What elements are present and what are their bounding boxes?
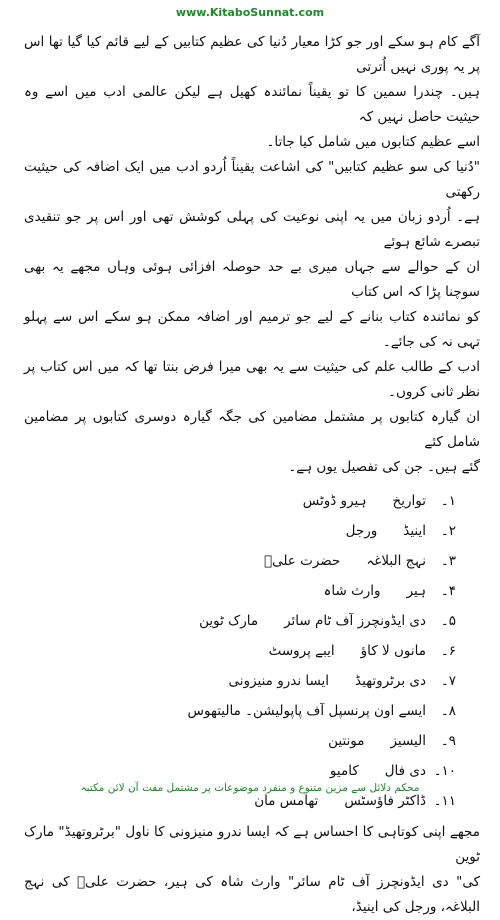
list-item bbox=[24, 666, 480, 696]
book-author: مارک ٹوین bbox=[199, 613, 259, 629]
list-item bbox=[24, 696, 480, 726]
text-line: ہیں۔ چندرا سمین کا تو یقیناً نمائندہ کھیل ہے لیکن عالمی ادب میں اسے وہ حیثیت حاصل نہیں کہ bbox=[24, 84, 480, 125]
text-line: آگے کام ہو سکے اور جو کڑا معیار دُنیا کی عظیم کتابیں کے لیے قائم کیا گیا تھا اس پر یہ پوری نہیں اُترتی bbox=[24, 34, 480, 75]
book-title: ایسے اون پرنسپل آف پاپولیشن۔ مالیتھوس bbox=[187, 703, 426, 719]
list-item bbox=[24, 546, 480, 576]
item-number: ۶۔ bbox=[440, 643, 456, 659]
list-item bbox=[24, 486, 480, 516]
list-item bbox=[24, 726, 480, 756]
book-author: وارث شاہ bbox=[323, 583, 381, 599]
item-number: ۵۔ bbox=[440, 613, 456, 629]
book-title: دی فال bbox=[384, 763, 426, 779]
text-line: کو نمائندہ کتاب بنانے کے لیے جو ترمیم اور اضافہ ممکن ہو سکے اس سے پہلو تہی نہ کی جائے۔ bbox=[24, 309, 480, 350]
book-title: الیسیز bbox=[390, 733, 426, 749]
book-title: دی ایڈونچرز آف ٹام سائر bbox=[284, 613, 426, 629]
book-author: حضرت علیؓ bbox=[263, 553, 341, 569]
text-line: گئے ہیں۔ جن کی تفصیل یوں ہے۔ bbox=[288, 459, 480, 475]
item-number: ۷۔ bbox=[440, 673, 456, 689]
book-title: ہیر bbox=[406, 583, 426, 599]
book-title: اینیڈ bbox=[403, 523, 426, 539]
text-line: ان گیارہ کتابوں پر مشتمل مضامین کی جگہ گیارہ دوسری کتابوں پر مضامین شامل کئے bbox=[24, 409, 480, 450]
book-list bbox=[24, 486, 480, 816]
item-number: ۲۔ bbox=[440, 523, 456, 539]
list-item bbox=[24, 576, 480, 606]
item-number: ۱۱۔ bbox=[433, 793, 456, 809]
book-author: تھامس مان bbox=[254, 793, 319, 809]
book-title: دی برٹروتھیڈ bbox=[355, 673, 426, 689]
item-number: ۱۰۔ bbox=[433, 763, 456, 779]
intro-text bbox=[24, 30, 480, 480]
text-line: کی" دی ایڈونچرز آف ٹام سائر" وارث شاہ کی ہیر، حضرت علیؓ کی نہج البلاغہ، ورجل کی اینیڈ، bbox=[24, 874, 480, 915]
site-url-header: www.KitaboSunnat.com bbox=[175, 6, 325, 19]
item-number: ۹۔ bbox=[440, 733, 456, 749]
closing-text bbox=[24, 820, 480, 920]
book-title: تواریخ bbox=[392, 493, 426, 509]
text-line: ادب کے طالب علم کی حیثیت سے یہ بھی میرا فرض بنتا تھا کہ میں اس کتاب پر نظر ثانی کروں۔ bbox=[24, 359, 480, 400]
book-author: ورجل bbox=[345, 523, 378, 539]
list-item bbox=[24, 636, 480, 666]
item-number: ۳۔ bbox=[440, 553, 456, 569]
book-author: مونتین bbox=[328, 733, 365, 749]
book-title: ڈاکٹر فاؤسٹس bbox=[344, 793, 426, 809]
text-line: ان کے حوالے سے جہاں میری بے حد حوصلہ افزائی ہوئی وہاں مجھے یہ بھی سوچنا پڑا کہ اس کتاب bbox=[24, 259, 480, 300]
item-number: ۱۔ bbox=[440, 493, 456, 509]
text-line: اسے عظیم کتابوں میں شامل کیا جاتا۔ bbox=[266, 134, 480, 150]
text-line: مجھے اپنی کوتاہی کا احساس ہے کہ ایسا ندرو منیزونی کا ناول "برٹروتھیڈ" مارک ٹوین bbox=[24, 824, 480, 865]
list-item bbox=[24, 606, 480, 636]
book-author: ایبے پروسٹ bbox=[268, 643, 335, 659]
book-author: کامیو bbox=[329, 763, 359, 779]
text-line: "دُنیا کی سو عظیم کتابیں" کی اشاعت یقیناً اُردو ادب میں ایک اضافہ کی حیثیت رکھتی bbox=[24, 159, 480, 200]
book-title: نہج البلاغہ bbox=[366, 553, 426, 569]
footer-tagline: محکم دلائل سے مزین متنوع و منفرد موضوعات پر مشتمل مفت آن لائن مکتبہ bbox=[80, 782, 420, 794]
book-author: ہیرو ڈوٹس bbox=[302, 493, 367, 509]
list-item bbox=[24, 516, 480, 546]
item-number: ۸۔ bbox=[440, 703, 456, 719]
book-author: ایسا ندرو منیزونی bbox=[228, 673, 330, 689]
item-number: ۴۔ bbox=[440, 583, 456, 599]
book-title: مانوں لا کاؤ bbox=[360, 643, 426, 659]
text-line: ہے۔ اُردو زبان میں یہ اپنی نوعیت کی پہلی کوشش تھی اور اس پر جو تنقیدی تبصرے شائع ہوئے bbox=[24, 209, 480, 250]
